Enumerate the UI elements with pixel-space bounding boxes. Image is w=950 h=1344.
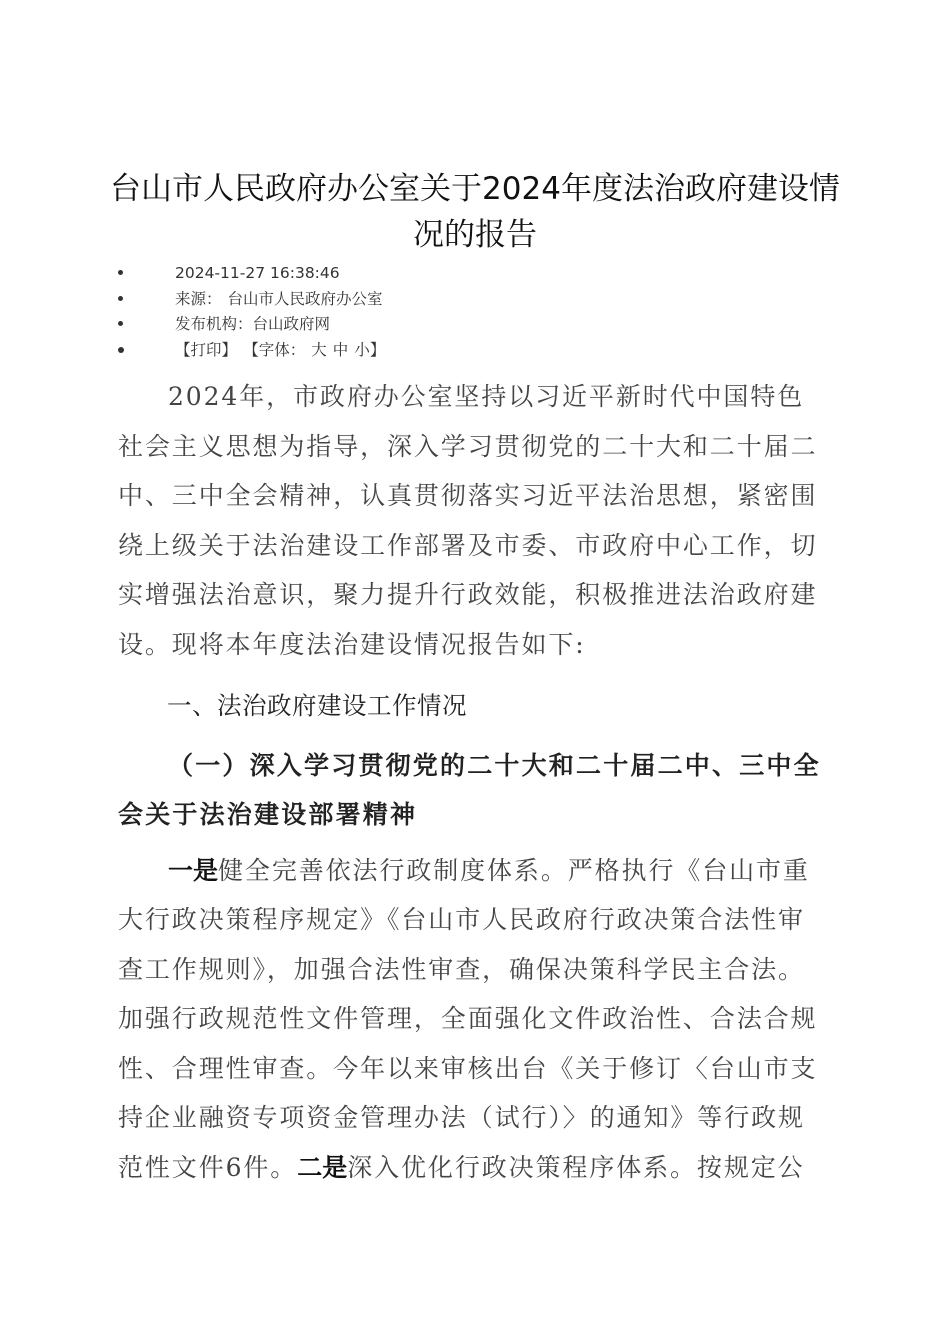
section-heading: 一、法治政府建设工作情况 [167, 691, 467, 720]
page-title: 台山市人民政府办公室关于2024年度法治政府建设情况的报告 [110, 171, 840, 253]
publisher-label: 发布机构： [175, 315, 253, 333]
font-size-small-link[interactable]: 小】 [354, 340, 386, 359]
subsection-heading: （一）深入学习贯彻党的二十大和二十届二中、三中全会关于法治建设部署精神 [118, 750, 821, 829]
lead-phrase-2: 二是 [297, 1152, 348, 1182]
lead-phrase-1: 一是 [168, 855, 219, 885]
bullet-icon [118, 347, 124, 353]
source-value: 台山市人民政府办公室 [227, 289, 383, 308]
paragraph-text-1: 健全完善依法行政制度体系。严格执行《台山市重大行政决策程序规定》《台山市人民政府行政决策合法性审查工作规则》，加强合法性审查，确保决策科学民主合法。加强行政规范性文件管理，全面强化文件政治性、合法合规性、合理性审查。今年以来审核出台《关于修订〈台山市支持企业融资专项资金管理办法（试行）〉的通知》等行政规范性文件6件。 [118, 855, 818, 1182]
source [175, 287, 389, 313]
intro-paragraph: 2024年，市政府办公室坚持以习近平新时代中国特色社会主义思想为指导，深入学习贯彻党的二十大和二十届二中、三中全会精神，认真贯彻落实习近平法治思想，紧密围绕上级关于法治建设工作部署及市委、市政府中心工作，切实增强法治意识，聚力提升行政效能，积极推进法治政府建设。现将本年度法治建设情况报告如下: [118, 382, 818, 659]
article-tools [175, 338, 391, 364]
print-link[interactable]: 【打印】 [175, 340, 238, 359]
source-label: 来源： [175, 289, 222, 308]
publish-date: 2024-11-27 16:38:46 [175, 264, 340, 282]
font-size-large-link[interactable]: 大 [311, 340, 327, 359]
bullet-icon [118, 270, 123, 275]
bullet-icon [118, 296, 123, 301]
body-paragraph [118, 846, 828, 1193]
font-size-label: 【字体： [251, 340, 306, 359]
font-size-medium-link[interactable]: 中 [332, 340, 349, 359]
bullet-icon [118, 321, 123, 326]
paragraph-text-2: 深入优化行政决策程序体系。按规定公 [347, 1152, 805, 1182]
publisher [175, 312, 336, 338]
publisher-value: 台山政府网 [252, 315, 331, 333]
article-body [118, 372, 828, 1192]
